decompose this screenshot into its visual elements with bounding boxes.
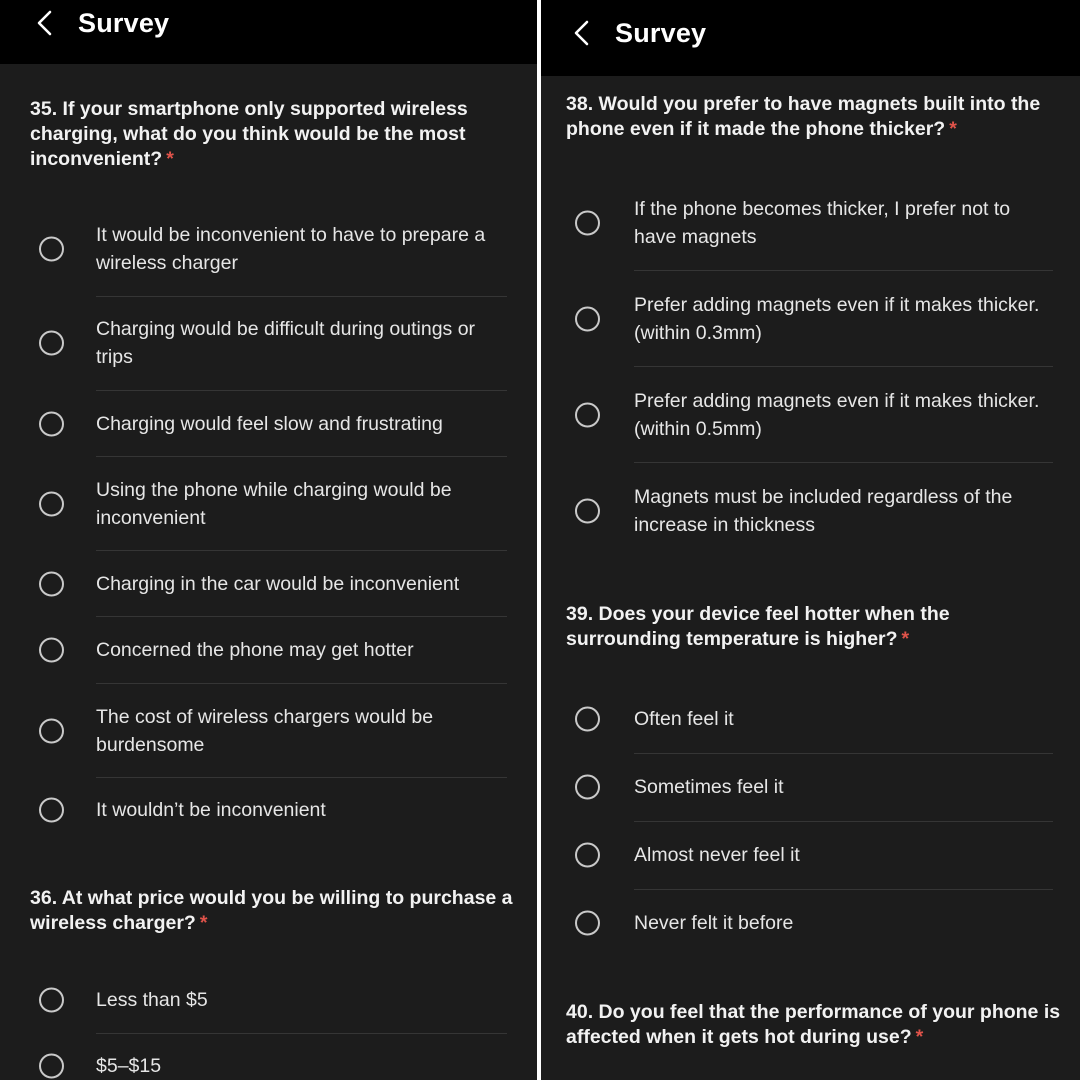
option-label: Using the phone while charging would be inconvenient	[96, 479, 452, 529]
app-bar	[541, 0, 1080, 76]
divider	[96, 390, 507, 391]
radio-option[interactable]	[634, 291, 1053, 347]
divider	[634, 753, 1053, 754]
radio-option[interactable]	[96, 986, 507, 1014]
option-label: It wouldn’t be inconvenient	[96, 799, 326, 821]
radio-unchecked-icon[interactable]	[39, 572, 64, 597]
required-marker: *	[166, 148, 174, 170]
option-label: Less than $5	[96, 989, 208, 1011]
divider	[96, 296, 507, 297]
radio-option[interactable]	[96, 636, 507, 664]
radio-option[interactable]	[634, 483, 1053, 539]
app-bar	[0, 0, 537, 64]
divider	[96, 683, 507, 684]
radio-option[interactable]	[634, 195, 1053, 251]
radio-unchecked-icon[interactable]	[575, 499, 600, 524]
option-label: Prefer adding magnets even if it makes thicker.(within 0.3mm)	[634, 294, 1040, 344]
option-label: Almost never feel it	[634, 844, 800, 866]
radio-option[interactable]	[634, 387, 1053, 443]
radio-unchecked-icon[interactable]	[39, 492, 64, 517]
question-39	[566, 602, 1066, 652]
radio-unchecked-icon[interactable]	[39, 1054, 64, 1079]
radio-unchecked-icon[interactable]	[575, 843, 600, 868]
back-button[interactable]	[27, 5, 63, 41]
radio-unchecked-icon[interactable]	[575, 707, 600, 732]
divider	[96, 456, 507, 457]
right-survey-screen	[541, 0, 1080, 1080]
question-40	[566, 1000, 1066, 1050]
option-label: $5–$15	[96, 1055, 162, 1077]
radio-option[interactable]	[634, 909, 1053, 937]
question-text: 40. Do you feel that the performance of your phone is affected when it gets hot during use?	[566, 1001, 1061, 1048]
question-text: 35. If your smartphone only supported wireless charging, what do you think would be the most inconvenient?	[30, 98, 468, 170]
divider	[634, 270, 1053, 271]
option-label: Concerned the phone may get hotter	[96, 639, 414, 661]
question-text: 39. Does your device feel hotter when the surrounding temperature is higher?	[566, 603, 950, 650]
radio-unchecked-icon[interactable]	[39, 331, 64, 356]
divider	[96, 616, 507, 617]
radio-unchecked-icon[interactable]	[575, 403, 600, 428]
radio-unchecked-icon[interactable]	[575, 911, 600, 936]
radio-unchecked-icon[interactable]	[575, 307, 600, 332]
radio-option[interactable]	[96, 315, 507, 371]
chevron-left-icon	[572, 19, 592, 47]
option-label: Charging would feel slow and frustrating	[96, 413, 443, 435]
question-38	[566, 92, 1066, 142]
option-label: Charging would be difficult during outings or trips	[96, 318, 476, 368]
divider	[634, 366, 1053, 367]
divider	[634, 462, 1053, 463]
divider	[96, 1033, 507, 1034]
radio-option[interactable]	[634, 773, 1053, 801]
question-36	[30, 886, 520, 936]
radio-option[interactable]	[96, 221, 507, 277]
radio-unchecked-icon[interactable]	[575, 775, 600, 800]
left-survey-screen	[0, 0, 537, 1080]
chevron-left-icon	[35, 9, 55, 37]
divider	[96, 550, 507, 551]
radio-unchecked-icon[interactable]	[39, 237, 64, 262]
page-title: Survey	[615, 18, 707, 48]
option-label: Never felt it before	[634, 912, 794, 934]
radio-unchecked-icon[interactable]	[39, 638, 64, 663]
required-marker: *	[199, 912, 208, 934]
radio-option[interactable]	[634, 841, 1053, 869]
radio-unchecked-icon[interactable]	[39, 719, 64, 744]
radio-option[interactable]	[96, 570, 507, 598]
option-label: Magnets must be included regardless of the increase in thickness	[634, 486, 1013, 536]
question-text: 36. At what price would you be willing to purchase a wireless charger?	[30, 887, 513, 934]
radio-option[interactable]	[634, 705, 1053, 733]
option-label: If the phone becomes thicker, I prefer not to have magnets	[634, 198, 1011, 248]
radio-option[interactable]	[96, 1052, 507, 1080]
back-button[interactable]	[564, 15, 600, 51]
radio-option[interactable]	[96, 796, 507, 824]
divider	[634, 889, 1053, 890]
radio-unchecked-icon[interactable]	[575, 211, 600, 236]
radio-unchecked-icon[interactable]	[39, 988, 64, 1013]
option-label: Sometimes feel it	[634, 776, 784, 798]
required-marker: *	[949, 118, 957, 140]
radio-unchecked-icon[interactable]	[39, 412, 64, 437]
option-label: Prefer adding magnets even if it makes thicker.(within 0.5mm)	[634, 390, 1040, 440]
radio-option[interactable]	[96, 410, 507, 438]
question-35	[30, 97, 520, 172]
divider	[96, 777, 507, 778]
option-label: The cost of wireless chargers would be burdensome	[96, 706, 434, 756]
radio-option[interactable]	[96, 476, 507, 532]
required-marker: *	[901, 628, 910, 650]
option-label: Charging in the car would be inconvenient	[96, 573, 460, 595]
radio-option[interactable]	[96, 703, 507, 759]
option-label: Often feel it	[634, 708, 734, 730]
option-label: It would be inconvenient to have to prepare a wireless charger	[96, 224, 486, 274]
divider	[634, 821, 1053, 822]
required-marker: *	[915, 1026, 924, 1048]
radio-unchecked-icon[interactable]	[39, 798, 64, 823]
question-text: 38. Would you prefer to have magnets built into the phone even if it made the phone thicker?	[566, 93, 1041, 140]
page-title: Survey	[78, 8, 170, 38]
